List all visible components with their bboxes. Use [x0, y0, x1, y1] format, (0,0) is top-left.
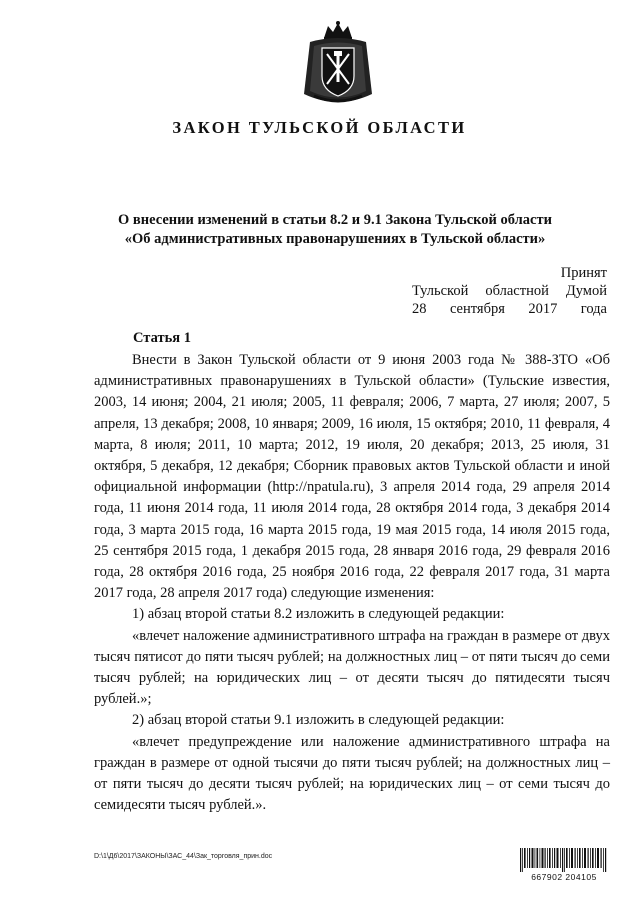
file-path: D:\1\Д6\2017\ЗАКОНЫ\ЗАС_44\Зак_торговля_прин.doc [94, 853, 273, 860]
adopted-date: 28 сентября 2017 года [412, 301, 607, 317]
article-body [94, 350, 610, 816]
item-1-text: «влечет наложение административного штрафа на граждан в размере от двух тысяч пятисот до пяти тысяч рублей; на должностных лиц – от пяти тысяч до семи тысяч рублей; на юридических лиц – от десяти тысяч до пятидесяти тысяч рублей.»; [94, 627, 610, 708]
document-heading [90, 211, 580, 249]
barcode-icon [520, 848, 608, 872]
barcode-number: 667902 204105 [531, 872, 597, 882]
law-title: ЗАКОН ТУЛЬСКОЙ ОБЛАСТИ [172, 118, 467, 137]
heading-line-1: О внесении изменений в статьи 8.2 и 9.1 Закона Тульской области [118, 212, 552, 228]
article-intro-paragraph: Внести в Закон Тульской области от 9 июня 2003 года № 388-ЗТО «Об административных правонарушениях в Тульской области» (Тульские известия, 2003, 14 июня; 2004, 21 июля; 2005, 11 февраля; 2006, 7 марта, 27 июля; 2007, 5 апреля, 13 декабря; 2008, 10 января; 2009, 16 июля, 15 октября; 2010, 11 февраля, 4 марта, 8 июля; 2011, 10 марта; 2012, 19 июля, 20 декабря; 2013, 25 июля, 31 октября, 5 декабря, 12 декабря; Сборник правовых актов Тульской области и иной официальной информации (http://npatula.ru), 3 апреля 2014 года, 29 апреля 2014 года, 11 июня 2014 года, 11 июля 2014 года, 28 октября 2014 года, 3 декабря 2014 года, 3 марта 2015 года, 16 марта 2015 года, 19 мая 2015 года, 14 июля 2015 года, 25 сентября 2015 года, 1 декабря 2015 года, 28 января 2016 года, 29 февраля 2016 года, 28 октября 2016 года, 25 ноября 2016 года, 22 февраля 2017 года, 31 марта 2017 года, 28 апреля 2017 года) следующие изменения: [94, 352, 610, 602]
adopted-word: Принят [560, 265, 607, 281]
barcode [520, 848, 608, 882]
article-title: Статья 1 [133, 330, 191, 346]
item-2-lead: 2) абзац второй статьи 9.1 изложить в следующей редакции: [132, 712, 505, 729]
adoption-block [412, 264, 607, 318]
heading-line-2: «Об административных правонарушениях в Тульской области» [124, 231, 546, 247]
tula-coat-of-arms-icon [300, 20, 376, 106]
item-1-lead: 1) абзац второй статьи 8.2 изложить в следующей редакции: [132, 606, 505, 623]
adopted-by: Тульской областной Думой [412, 283, 607, 299]
item-2-text: «влечет предупреждение или наложение административного штрафа на граждан в размере от одной тысячи до пяти тысяч рублей; на должностных лиц – от пяти тысяч до десяти тысяч рублей; на юридических лиц – от семи тысяч до семидесяти тысяч рублей.». [94, 733, 610, 814]
